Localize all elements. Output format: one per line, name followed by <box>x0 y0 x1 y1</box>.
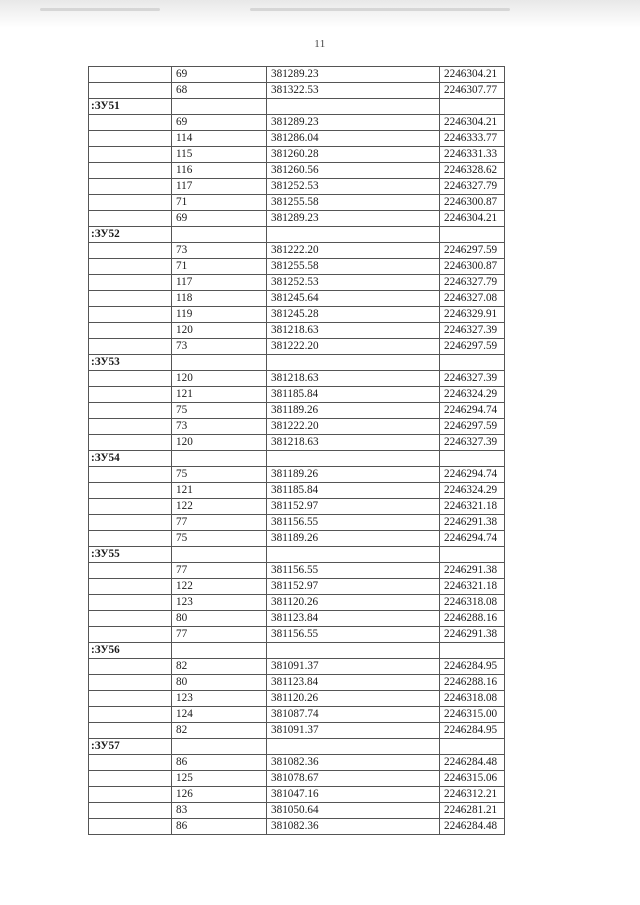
section-label: :ЗУ57 <box>89 739 172 755</box>
y-coordinate-cell: 2246304.21 <box>440 115 505 131</box>
point-number-cell: 71 <box>172 195 267 211</box>
x-coordinate-cell: 381156.55 <box>267 627 440 643</box>
y-coordinate-cell: 2246288.16 <box>440 675 505 691</box>
empty-cell <box>172 227 267 243</box>
y-coordinate-cell: 2246321.18 <box>440 579 505 595</box>
empty-cell <box>89 707 172 723</box>
x-coordinate-cell: 381252.53 <box>267 179 440 195</box>
point-number-cell: 120 <box>172 371 267 387</box>
point-number-cell: 116 <box>172 163 267 179</box>
x-coordinate-cell: 381252.53 <box>267 275 440 291</box>
empty-cell <box>89 483 172 499</box>
empty-cell <box>89 531 172 547</box>
empty-cell <box>89 179 172 195</box>
y-coordinate-cell: 2246324.29 <box>440 387 505 403</box>
point-number-cell: 80 <box>172 611 267 627</box>
point-number-cell: 73 <box>172 339 267 355</box>
empty-cell <box>89 435 172 451</box>
table-row <box>89 803 505 819</box>
x-coordinate-cell: 381047.16 <box>267 787 440 803</box>
y-coordinate-cell: 2246327.39 <box>440 323 505 339</box>
point-number-cell: 117 <box>172 275 267 291</box>
point-number-cell: 69 <box>172 67 267 83</box>
section-header-row <box>89 227 505 243</box>
y-coordinate-cell: 2246297.59 <box>440 419 505 435</box>
x-coordinate-cell: 381123.84 <box>267 675 440 691</box>
x-coordinate-cell: 381218.63 <box>267 323 440 339</box>
empty-cell <box>89 211 172 227</box>
x-coordinate-cell: 381245.64 <box>267 291 440 307</box>
table-row <box>89 179 505 195</box>
y-coordinate-cell: 2246304.21 <box>440 67 505 83</box>
empty-cell <box>89 419 172 435</box>
section-header-row <box>89 355 505 371</box>
table-row <box>89 323 505 339</box>
empty-cell <box>267 355 440 371</box>
y-coordinate-cell: 2246318.08 <box>440 595 505 611</box>
empty-cell <box>89 339 172 355</box>
empty-cell <box>172 355 267 371</box>
point-number-cell: 77 <box>172 563 267 579</box>
empty-cell <box>89 307 172 323</box>
table-row <box>89 163 505 179</box>
table-row <box>89 419 505 435</box>
empty-cell <box>89 787 172 803</box>
x-coordinate-cell: 381123.84 <box>267 611 440 627</box>
table-row <box>89 531 505 547</box>
x-coordinate-cell: 381218.63 <box>267 371 440 387</box>
y-coordinate-cell: 2246297.59 <box>440 339 505 355</box>
x-coordinate-cell: 381189.26 <box>267 531 440 547</box>
empty-cell <box>89 803 172 819</box>
table-row <box>89 291 505 307</box>
empty-cell <box>89 579 172 595</box>
empty-cell <box>89 163 172 179</box>
table-row <box>89 595 505 611</box>
empty-cell <box>172 547 267 563</box>
section-label: :ЗУ51 <box>89 99 172 115</box>
point-number-cell: 86 <box>172 819 267 835</box>
table-row <box>89 723 505 739</box>
point-number-cell: 126 <box>172 787 267 803</box>
empty-cell <box>172 99 267 115</box>
empty-cell <box>89 243 172 259</box>
table-row <box>89 563 505 579</box>
x-coordinate-cell: 381245.28 <box>267 307 440 323</box>
section-label: :ЗУ56 <box>89 643 172 659</box>
x-coordinate-cell: 381289.23 <box>267 211 440 227</box>
point-number-cell: 121 <box>172 483 267 499</box>
table-row <box>89 707 505 723</box>
y-coordinate-cell: 2246327.79 <box>440 275 505 291</box>
table-row <box>89 195 505 211</box>
empty-cell <box>89 387 172 403</box>
empty-cell <box>440 643 505 659</box>
y-coordinate-cell: 2246304.21 <box>440 211 505 227</box>
empty-cell <box>172 739 267 755</box>
empty-cell <box>89 195 172 211</box>
x-coordinate-cell: 381156.55 <box>267 515 440 531</box>
x-coordinate-cell: 381087.74 <box>267 707 440 723</box>
y-coordinate-cell: 2246294.74 <box>440 531 505 547</box>
table-row <box>89 675 505 691</box>
scan-artifact <box>40 8 160 11</box>
y-coordinate-cell: 2246327.79 <box>440 179 505 195</box>
x-coordinate-cell: 381091.37 <box>267 723 440 739</box>
point-number-cell: 77 <box>172 515 267 531</box>
point-number-cell: 123 <box>172 595 267 611</box>
point-number-cell: 120 <box>172 323 267 339</box>
scan-artifact <box>250 8 510 11</box>
table-row <box>89 435 505 451</box>
empty-cell <box>89 371 172 387</box>
y-coordinate-cell: 2246281.21 <box>440 803 505 819</box>
empty-cell <box>172 643 267 659</box>
table-row <box>89 499 505 515</box>
table-row <box>89 755 505 771</box>
empty-cell <box>89 499 172 515</box>
x-coordinate-cell: 381120.26 <box>267 595 440 611</box>
point-number-cell: 80 <box>172 675 267 691</box>
empty-cell <box>89 659 172 675</box>
x-coordinate-cell: 381222.20 <box>267 339 440 355</box>
empty-cell <box>89 323 172 339</box>
table-row <box>89 771 505 787</box>
y-coordinate-cell: 2246315.00 <box>440 707 505 723</box>
empty-cell <box>89 515 172 531</box>
point-number-cell: 125 <box>172 771 267 787</box>
table-row <box>89 515 505 531</box>
point-number-cell: 120 <box>172 435 267 451</box>
y-coordinate-cell: 2246284.95 <box>440 659 505 675</box>
empty-cell <box>89 611 172 627</box>
empty-cell <box>89 291 172 307</box>
empty-cell <box>89 563 172 579</box>
empty-cell <box>89 67 172 83</box>
empty-cell <box>267 547 440 563</box>
point-number-cell: 77 <box>172 627 267 643</box>
point-number-cell: 122 <box>172 579 267 595</box>
y-coordinate-cell: 2246284.95 <box>440 723 505 739</box>
empty-cell <box>89 627 172 643</box>
y-coordinate-cell: 2246318.08 <box>440 691 505 707</box>
x-coordinate-cell: 381156.55 <box>267 563 440 579</box>
section-label: :ЗУ53 <box>89 355 172 371</box>
table-row <box>89 819 505 835</box>
empty-cell <box>440 227 505 243</box>
table-row <box>89 787 505 803</box>
table-row <box>89 307 505 323</box>
table-row <box>89 387 505 403</box>
y-coordinate-cell: 2246315.06 <box>440 771 505 787</box>
x-coordinate-cell: 381289.23 <box>267 67 440 83</box>
y-coordinate-cell: 2246291.38 <box>440 515 505 531</box>
empty-cell <box>89 403 172 419</box>
empty-cell <box>89 675 172 691</box>
empty-cell <box>89 691 172 707</box>
x-coordinate-cell: 381189.26 <box>267 467 440 483</box>
y-coordinate-cell: 2246312.21 <box>440 787 505 803</box>
empty-cell <box>267 739 440 755</box>
empty-cell <box>89 467 172 483</box>
section-header-row <box>89 547 505 563</box>
coordinates-table <box>88 66 505 835</box>
x-coordinate-cell: 381189.26 <box>267 403 440 419</box>
x-coordinate-cell: 381289.23 <box>267 115 440 131</box>
table-row <box>89 243 505 259</box>
y-coordinate-cell: 2246294.74 <box>440 467 505 483</box>
empty-cell <box>89 595 172 611</box>
table-row <box>89 371 505 387</box>
table-row <box>89 83 505 99</box>
scan-top-edge <box>0 0 640 28</box>
point-number-cell: 75 <box>172 467 267 483</box>
empty-cell <box>89 771 172 787</box>
empty-cell <box>89 819 172 835</box>
section-label: :ЗУ54 <box>89 451 172 467</box>
table-row <box>89 131 505 147</box>
y-coordinate-cell: 2246327.39 <box>440 371 505 387</box>
y-coordinate-cell: 2246328.62 <box>440 163 505 179</box>
point-number-cell: 117 <box>172 179 267 195</box>
table-row <box>89 339 505 355</box>
point-number-cell: 75 <box>172 403 267 419</box>
point-number-cell: 121 <box>172 387 267 403</box>
x-coordinate-cell: 381218.63 <box>267 435 440 451</box>
table-row <box>89 611 505 627</box>
x-coordinate-cell: 381222.20 <box>267 419 440 435</box>
page-number: 11 <box>314 38 326 50</box>
empty-cell <box>267 451 440 467</box>
empty-cell <box>89 259 172 275</box>
empty-cell <box>267 643 440 659</box>
point-number-cell: 82 <box>172 659 267 675</box>
point-number-cell: 71 <box>172 259 267 275</box>
point-number-cell: 114 <box>172 131 267 147</box>
x-coordinate-cell: 381260.56 <box>267 163 440 179</box>
x-coordinate-cell: 381078.67 <box>267 771 440 787</box>
table-row <box>89 259 505 275</box>
empty-cell <box>440 547 505 563</box>
empty-cell <box>89 275 172 291</box>
x-coordinate-cell: 381260.28 <box>267 147 440 163</box>
point-number-cell: 69 <box>172 115 267 131</box>
section-header-row <box>89 643 505 659</box>
x-coordinate-cell: 381255.58 <box>267 195 440 211</box>
x-coordinate-cell: 381091.37 <box>267 659 440 675</box>
y-coordinate-cell: 2246321.18 <box>440 499 505 515</box>
table-row <box>89 403 505 419</box>
table-row <box>89 115 505 131</box>
x-coordinate-cell: 381222.20 <box>267 243 440 259</box>
y-coordinate-cell: 2246300.87 <box>440 195 505 211</box>
x-coordinate-cell: 381082.36 <box>267 819 440 835</box>
y-coordinate-cell: 2246284.48 <box>440 819 505 835</box>
y-coordinate-cell: 2246327.39 <box>440 435 505 451</box>
y-coordinate-cell: 2246300.87 <box>440 259 505 275</box>
point-number-cell: 119 <box>172 307 267 323</box>
point-number-cell: 118 <box>172 291 267 307</box>
point-number-cell: 122 <box>172 499 267 515</box>
y-coordinate-cell: 2246329.91 <box>440 307 505 323</box>
empty-cell <box>89 131 172 147</box>
x-coordinate-cell: 381152.97 <box>267 499 440 515</box>
point-number-cell: 123 <box>172 691 267 707</box>
table-row <box>89 627 505 643</box>
point-number-cell: 73 <box>172 243 267 259</box>
empty-cell <box>89 115 172 131</box>
y-coordinate-cell: 2246294.74 <box>440 403 505 419</box>
table-row <box>89 659 505 675</box>
y-coordinate-cell: 2246331.33 <box>440 147 505 163</box>
x-coordinate-cell: 381185.84 <box>267 483 440 499</box>
point-number-cell: 68 <box>172 83 267 99</box>
x-coordinate-cell: 381152.97 <box>267 579 440 595</box>
empty-cell <box>440 355 505 371</box>
empty-cell <box>440 99 505 115</box>
table-row <box>89 147 505 163</box>
section-header-row <box>89 99 505 115</box>
table-row <box>89 691 505 707</box>
x-coordinate-cell: 381120.26 <box>267 691 440 707</box>
point-number-cell: 73 <box>172 419 267 435</box>
point-number-cell: 82 <box>172 723 267 739</box>
table-row <box>89 275 505 291</box>
point-number-cell: 124 <box>172 707 267 723</box>
x-coordinate-cell: 381322.53 <box>267 83 440 99</box>
y-coordinate-cell: 2246288.16 <box>440 611 505 627</box>
empty-cell <box>89 723 172 739</box>
point-number-cell: 75 <box>172 531 267 547</box>
y-coordinate-cell: 2246307.77 <box>440 83 505 99</box>
empty-cell <box>267 227 440 243</box>
section-label: :ЗУ55 <box>89 547 172 563</box>
section-header-row <box>89 739 505 755</box>
x-coordinate-cell: 381050.64 <box>267 803 440 819</box>
table-row <box>89 579 505 595</box>
x-coordinate-cell: 381255.58 <box>267 259 440 275</box>
empty-cell <box>172 451 267 467</box>
table-row <box>89 467 505 483</box>
section-header-row <box>89 451 505 467</box>
y-coordinate-cell: 2246333.77 <box>440 131 505 147</box>
empty-cell <box>89 83 172 99</box>
x-coordinate-cell: 381286.04 <box>267 131 440 147</box>
point-number-cell: 69 <box>172 211 267 227</box>
point-number-cell: 83 <box>172 803 267 819</box>
empty-cell <box>89 755 172 771</box>
y-coordinate-cell: 2246297.59 <box>440 243 505 259</box>
y-coordinate-cell: 2246291.38 <box>440 627 505 643</box>
section-label: :ЗУ52 <box>89 227 172 243</box>
empty-cell <box>440 739 505 755</box>
point-number-cell: 115 <box>172 147 267 163</box>
empty-cell <box>440 451 505 467</box>
y-coordinate-cell: 2246327.08 <box>440 291 505 307</box>
y-coordinate-cell: 2246291.38 <box>440 563 505 579</box>
table-row <box>89 483 505 499</box>
empty-cell <box>89 147 172 163</box>
y-coordinate-cell: 2246324.29 <box>440 483 505 499</box>
table-row <box>89 211 505 227</box>
table-row <box>89 67 505 83</box>
coordinates-table-body <box>89 67 505 835</box>
x-coordinate-cell: 381082.36 <box>267 755 440 771</box>
point-number-cell: 86 <box>172 755 267 771</box>
y-coordinate-cell: 2246284.48 <box>440 755 505 771</box>
empty-cell <box>267 99 440 115</box>
x-coordinate-cell: 381185.84 <box>267 387 440 403</box>
